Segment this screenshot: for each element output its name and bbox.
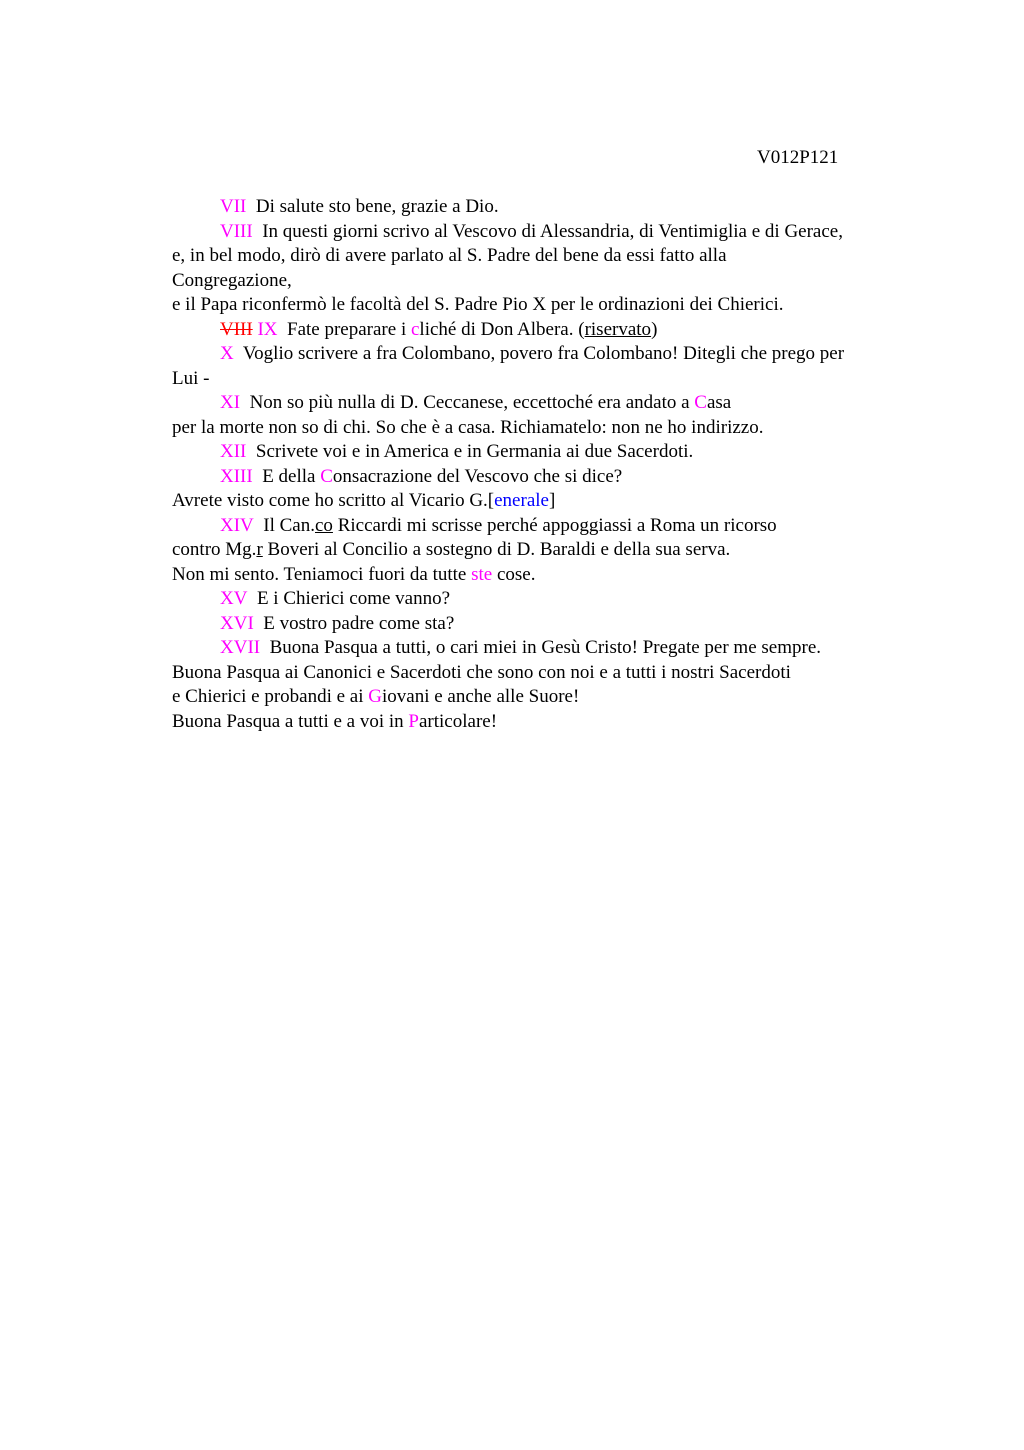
highlighted-letter: c <box>410 318 420 340</box>
paragraph-text: Voglio scrivere a fra Colombano, povero fra Colombano! Ditegli che prego per <box>242 343 845 364</box>
paragraph-xiv <box>172 514 932 539</box>
paragraph-text: liché di Don Albera. ( <box>419 318 585 340</box>
paragraph-xv <box>172 587 932 612</box>
section-number: XVI <box>220 612 254 634</box>
editorial-addition: enerale <box>494 490 549 511</box>
section-number: XII <box>220 441 247 462</box>
section-number: X <box>220 343 234 364</box>
highlighted-letter: P <box>408 710 419 732</box>
highlighted-letter: G <box>368 686 382 707</box>
paragraph-text: e Chierici e probandi e ai <box>172 686 369 707</box>
underlined-abbreviation: r <box>256 539 263 560</box>
paragraph-text: Riccardi mi scrisse perché appoggiassi a Roma un ricorso <box>332 514 777 536</box>
paragraph-ix <box>172 318 932 343</box>
paragraph-text: Non mi sento. Teniamoci fuori da tutte <box>172 563 472 585</box>
paragraph-text: E della <box>262 465 321 487</box>
paragraph-text: Scrivete voi e in America e in Germania ai due Sacerdoti. <box>255 441 694 462</box>
paragraph-xi <box>172 391 932 416</box>
paragraph-text: E i Chierici come vanno? <box>256 588 451 609</box>
section-number: XI <box>220 392 241 413</box>
text-line: Congregazione, <box>172 269 292 291</box>
paragraph-viii <box>172 220 932 245</box>
section-number: VII <box>220 196 247 217</box>
page-identifier: V012P121 <box>757 147 839 168</box>
paragraph-text: Di salute sto bene, grazie a Dio. <box>255 196 499 217</box>
text-line: e il Papa riconfermò le facoltà del S. Padre Pio X per le ordinazioni dei Chierici. <box>172 294 784 315</box>
text-line: Buona Pasqua ai Canonici e Sacerdoti che sono con noi e a tutti i nostri Sacerdoti <box>172 661 791 683</box>
paragraph-xvii <box>172 636 932 661</box>
paragraph-text: Buona Pasqua a tutti, o cari miei in Gesù Cristo! Pregate per me sempre. <box>269 637 821 658</box>
paragraph-x <box>172 342 932 367</box>
paragraph-xii <box>172 440 932 465</box>
paragraph-text: Buona Pasqua a tutti e a voi in <box>172 710 409 732</box>
paragraph-xiii <box>172 465 932 490</box>
highlighted-letter: C <box>694 392 707 413</box>
paragraph-text: asa <box>706 392 732 413</box>
struck-section-number: VIII <box>220 318 253 340</box>
highlighted-letter: C <box>320 465 333 487</box>
paragraph-text: contro Mg. <box>172 539 257 560</box>
text-line <box>172 710 932 735</box>
section-number: XIII <box>220 465 253 487</box>
text-line <box>172 538 932 563</box>
paragraph-text: Boveri al Concilio a sostegno di D. Baraldi e della sua serva. <box>262 539 731 560</box>
highlighted-word: ste <box>471 563 493 585</box>
section-number: XVII <box>220 637 261 658</box>
text-line <box>172 563 932 588</box>
text-line: per la morte non so di chi. So che è a casa. Richiamatelo: non ne ho indirizzo. <box>172 416 764 438</box>
paragraph-text: iovani e anche alle Suore! <box>382 686 580 707</box>
section-number: IX <box>257 318 278 340</box>
paragraph-vii <box>172 195 932 220</box>
paragraph-text: ] <box>548 490 556 511</box>
paragraph-text: Avrete visto come ho scritto al Vicario G.[ <box>172 490 495 511</box>
paragraph-text: Il Can. <box>263 514 315 536</box>
paragraph-text: ) <box>651 318 658 340</box>
text-line <box>172 685 932 710</box>
paragraph-xvi <box>172 612 932 637</box>
underlined-abbreviation: co <box>315 514 333 536</box>
paragraph-text: E vostro padre come sta? <box>263 612 455 634</box>
section-number: VIII <box>220 220 253 242</box>
paragraph-text: Fate preparare i <box>287 318 411 340</box>
text-line: Lui - <box>172 367 210 389</box>
letter-body <box>172 195 932 734</box>
paragraph-text: In questi giorni scrivo al Vescovo di Alessandria, di Ventimiglia e di Gerace, <box>262 220 843 242</box>
paragraph-text: cose. <box>492 563 536 585</box>
section-number: XIV <box>220 514 254 536</box>
section-number: XV <box>220 588 248 609</box>
text-line <box>172 489 932 514</box>
paragraph-text: onsacrazione del Vescovo che si dice? <box>332 465 623 487</box>
text-line: e, in bel modo, dirò di avere parlato al S. Padre del bene da essi fatto alla <box>172 245 727 266</box>
underlined-word: riservato <box>584 318 652 340</box>
paragraph-text: articolare! <box>418 710 498 732</box>
paragraph-text: Non so più nulla di D. Ceccanese, eccettoché era andato a <box>249 392 695 413</box>
